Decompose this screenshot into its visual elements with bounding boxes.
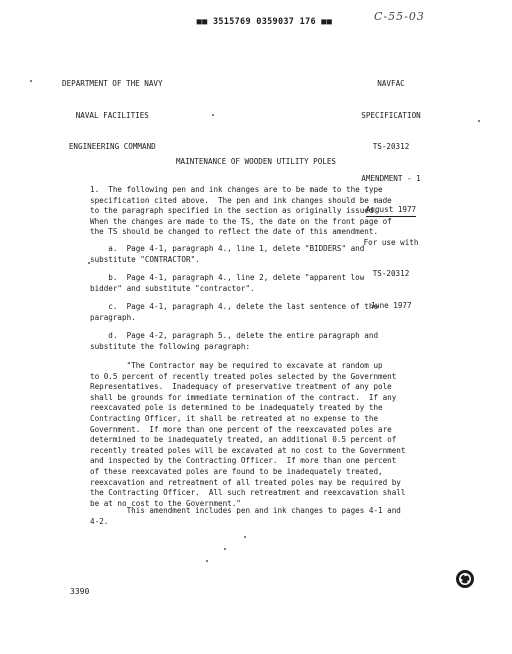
quoted-paragraph <box>90 361 420 509</box>
recycle-stamp-icon <box>455 569 475 589</box>
text-line: reexcavation and retreatment of all treated poles may be required by <box>90 477 401 487</box>
text-line: of these reexcavated poles are found to be inadequately treated, <box>90 466 383 476</box>
scan-speck <box>88 262 90 264</box>
scan-speck <box>206 560 208 562</box>
item-b <box>90 273 420 294</box>
text-line: b. Page 4-1, paragraph 4., line 2, delete "apparent low <box>90 273 365 282</box>
text-line: 4-2. <box>90 516 109 526</box>
text-line: 1. The following pen and ink changes are to be made to the type <box>90 185 383 194</box>
text-line: specification cited above. The pen and ink changes should be made <box>90 195 392 205</box>
department-line: ENGINEERING COMMAND <box>68 142 156 151</box>
text-line: and inspected by the Contracting Officer. If more than one percent <box>90 456 397 466</box>
handwritten-note: C-55-03 <box>374 10 425 23</box>
barcode-header <box>175 6 332 38</box>
spec-line: NAVFAC <box>377 79 405 88</box>
barcode-block-left: ■■ <box>196 16 213 27</box>
barcode-text: 3515769 0359037 176 <box>212 16 316 27</box>
spec-line: TS-20312 <box>372 142 410 151</box>
text-line: the Contracting Officer. All such retreatment and reexcavation shall <box>90 488 406 498</box>
item-c <box>90 302 420 323</box>
scan-speck <box>224 548 226 550</box>
text-line: Representatives. Inadequacy of preservative treatment of any pole <box>90 382 392 392</box>
text-line: When the changes are made to the TS, the date on the front page of <box>90 216 392 226</box>
department-line: NAVAL FACILITIES <box>75 110 149 120</box>
text-line: the TS should be changed to reflect the date of this amendment. <box>90 227 379 237</box>
spec-line: For use with <box>363 237 419 247</box>
spec-line: June 1977 <box>370 300 412 310</box>
spec-line: TS-20312 <box>372 269 410 278</box>
document-title: MAINTENANCE OF WOODEN UTILITY POLES <box>175 157 336 166</box>
text-line: paragraph. <box>90 312 136 322</box>
text-line: recently treated poles will be excavated at no cost to the Government <box>90 445 406 455</box>
text-line: to 0.5 percent of recently treated poles selected by the Government <box>90 371 397 381</box>
text-line: reexcavated pole is determined to be inadequately treated by the <box>90 403 383 413</box>
spec-amendment: AMENDMENT - 1 <box>361 173 421 183</box>
text-line: to the paragraph specified in the section as originally issued. <box>90 206 379 216</box>
text-line: determined to be inadequately treated, an additional 0.5 percent of <box>90 435 397 445</box>
spec-line: SPECIFICATION <box>361 110 421 120</box>
paragraph-1 <box>90 185 420 238</box>
text-line: Contracting Officer, it shall be retreated at no expense to the <box>90 413 379 423</box>
text-line: Government. If more than one percent of the reexcavated poles are <box>90 424 392 434</box>
text-line: be at no cost to the Government." <box>90 498 241 508</box>
closing-paragraph <box>90 506 420 527</box>
text-line: a. Page 4-1, paragraph 4., line 1, delete "BIDDERS" and <box>90 244 365 253</box>
text-line: substitute "CONTRACTOR". <box>90 254 200 264</box>
text-line: substitute the following paragraph: <box>90 341 251 351</box>
scan-speck <box>30 80 32 82</box>
text-line: shall be grounds for immediate termination of the contract. If any <box>90 392 397 402</box>
department-line: DEPARTMENT OF THE NAVY <box>62 79 163 88</box>
spec-date: August 1977 <box>366 205 416 217</box>
text-line: bidder" and substitute "contractor". <box>90 283 255 293</box>
text-line: d. Page 4-2, paragraph 5., delete the entire paragraph and <box>90 331 379 340</box>
scan-speck <box>478 120 480 122</box>
item-d <box>90 331 420 352</box>
scan-speck <box>212 114 214 116</box>
page-number: 3390 <box>70 587 90 596</box>
scan-speck <box>244 536 246 538</box>
text-line: "The Contractor may be required to excavate at random up <box>90 361 383 370</box>
text-line: c. Page 4-1, paragraph 4., delete the last sentence of the <box>90 302 379 311</box>
barcode-block-right: ■■ <box>315 16 333 27</box>
item-a <box>90 244 420 265</box>
text-line: This amendment includes pen and ink changes to pages 4-1 and <box>90 506 401 515</box>
